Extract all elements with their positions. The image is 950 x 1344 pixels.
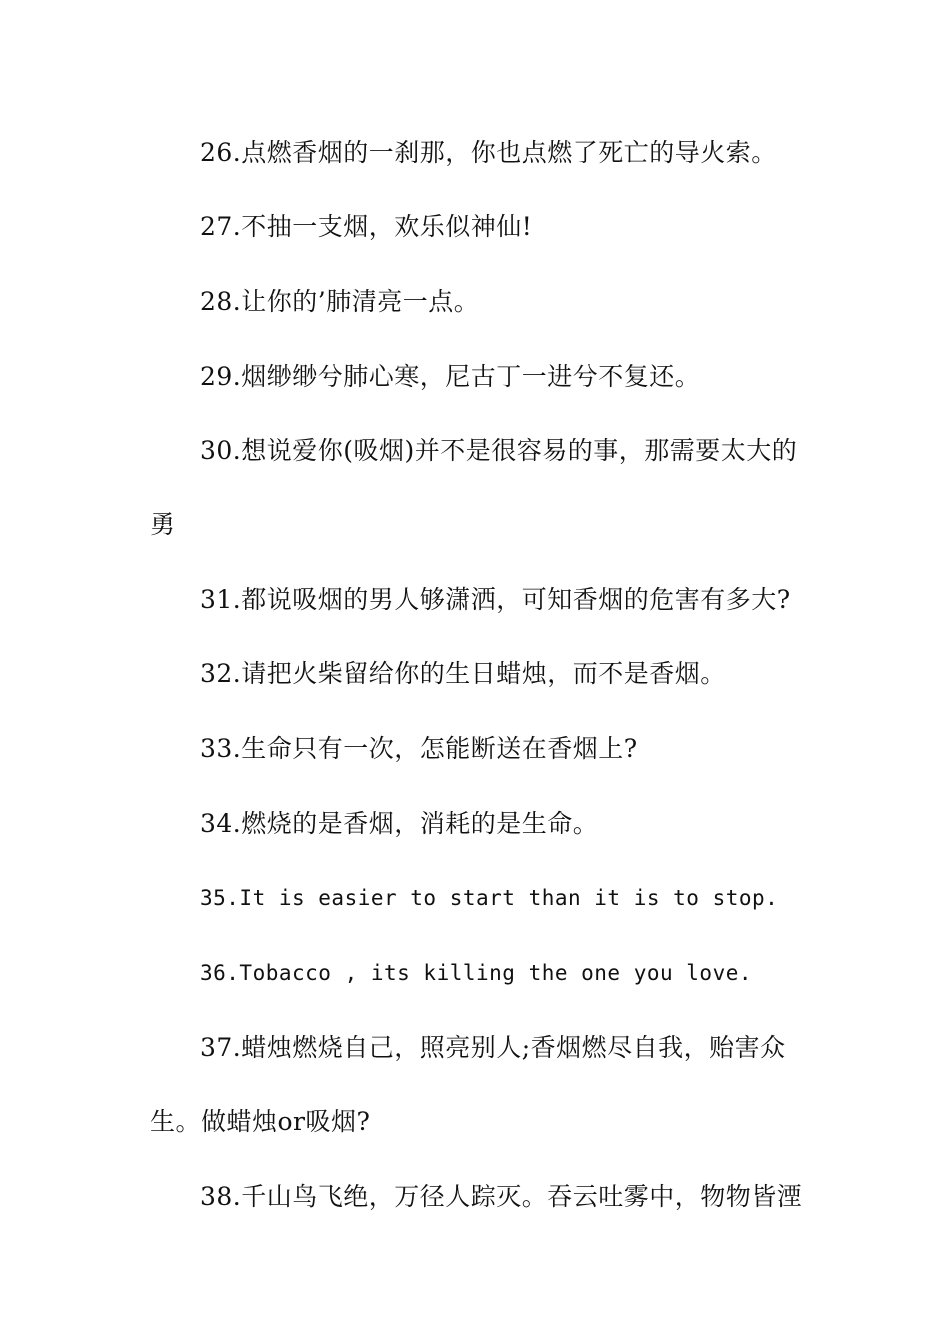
slogan-33: 33.生命只有一次，怎能断送在香烟上? [200,734,638,763]
slogan-35: 35.It is easier to start than it is to stop. [200,886,779,910]
slogan-31: 31.都说吸烟的男人够潇洒，可知香烟的危害有多大? [200,585,791,614]
slogan-32: 32.请把火柴留给你的生日蜡烛，而不是香烟。 [200,659,726,688]
slogan-36: 36.Tobacco , its killing the one you love. [200,961,753,985]
slogan-38: 38.千山鸟飞绝，万径人踪灭。吞云吐雾中，物物皆湮 [200,1182,803,1211]
slogan-30-continuation: 勇 [150,510,176,539]
slogan-26: 26.点燃香烟的一刹那，你也点燃了死亡的导火索。 [200,138,777,167]
slogan-30: 30.想说爱你(吸烟)并不是很容易的事，那需要太大的 [200,436,798,465]
slogan-27: 27.不抽一支烟，欢乐似神仙! [200,212,533,241]
slogan-28: 28.让你的’肺清亮一点。 [200,287,480,316]
slogan-34: 34.燃烧的是香烟，消耗的是生命。 [200,809,599,838]
slogan-37-continuation: 生。做蜡烛or吸烟? [150,1107,371,1136]
slogan-37: 37.蜡烛燃烧自己，照亮别人;香烟燃尽自我，贻害众 [200,1033,786,1062]
slogan-29: 29.烟缈缈兮肺心寒，尼古丁一进兮不复还。 [200,362,701,391]
